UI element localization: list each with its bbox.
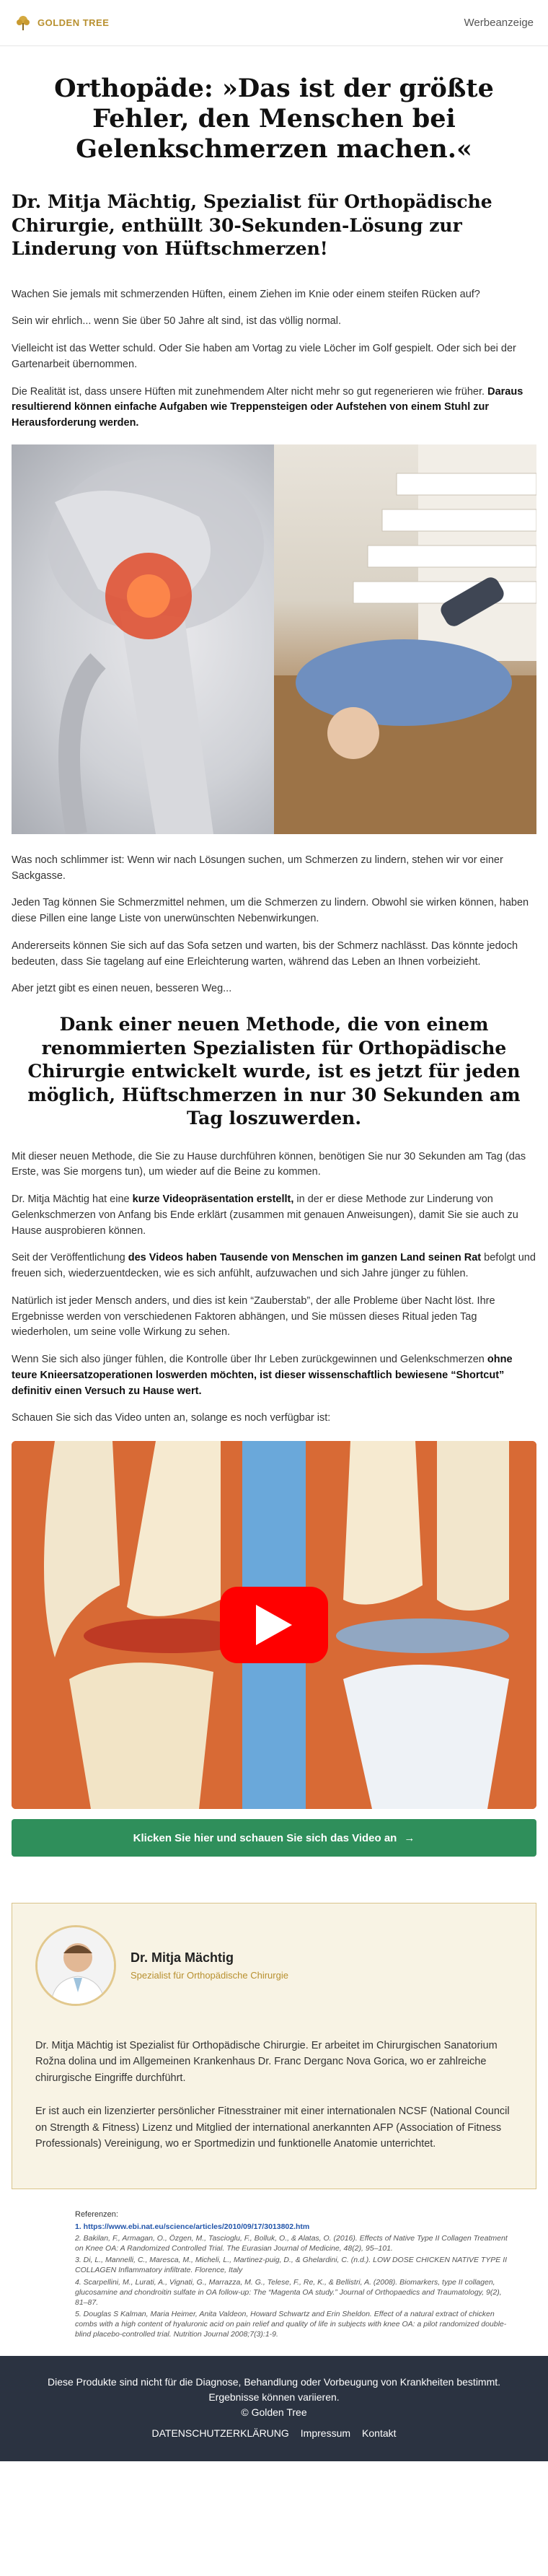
page-title: Orthopäde: »Das ist der größte Fehler, den Menschen bei Gelenkschmerzen machen.« [54,74,494,164]
author-meta [131,1950,288,1981]
ad-label: Werbeanzeige [464,17,534,29]
paragraph-text: befolgt und freuen sich, wiederzuentdecken, wie es sich anfühlt, aufzuwachen und sich Jahre jünger zu fühlen. [12,1252,536,1279]
site-footer [0,2356,548,2461]
reference-item [75,2309,508,2340]
paragraph-bold: des Videos haben Tausende von Menschen im ganzen Land seinen Rat [128,1252,482,1264]
paragraph-bold: kurze Videopräsentation erstellt, [132,1193,294,1205]
stairs-fall-icon [274,444,536,834]
paragraph: Wachen Sie jemals mit schmerzenden Hüften, einem Ziehen im Knie oder einem steifen Rücken auf? [12,288,480,300]
brand-logo[interactable] [14,14,109,32]
paragraph-bold: ohne teure Knieersatzoperationen loswerden möchten, ist dieser wissenschaftlich bewiesene “Shortcut” definitiv einen Versuch zu Hause wert. [12,1354,513,1397]
paragraph: Natürlich ist jeder Mensch anders, und dies ist kein “Zauberstab”, der alle Probleme über Nacht löst. Ihre Ergebnisse werden von verschiedenen Faktoren abhängen, und Sie müssen dieses Ritual jeden Tag wiederholen, um seine volle Wirkung zu sehen. [12,1294,495,1339]
paragraph-text: Dr. Mitja Mächtig hat eine [12,1193,130,1205]
author-bio: Er ist auch ein lizenzierter persönlicher Fitnesstrainer mit einer internationalen NCSF (National Council on Strength & Fitness) Lizenz und Mitglied der international anerkannten AFP (Association of Fitness Professionals) Vereinigung, wo er Sportmedizin und funktionelle Anatomie unterrichtet. [35,2106,510,2150]
brand-name: GOLDEN TREE [37,17,110,28]
reference-item [75,2277,508,2308]
references [12,2209,536,2356]
author-header [35,1925,513,2006]
paragraph [12,1352,536,1399]
paragraph-text: Wenn Sie sich also jünger fühlen, die Kontrolle über Ihr Leben zurückgewinnen und Gelenkschmerzen [12,1354,485,1365]
footer-link-privacy[interactable]: DATENSCHUTZERKLÄRUNG [151,2427,289,2439]
paragraph-text: Seit der Veröffentlichung [12,1252,125,1264]
play-button[interactable] [220,1587,328,1663]
paragraph: Was noch schlimmer ist: Wenn wir nach Lösungen suchen, um Schmerzen zu lindern, stehen wir vor einer Sackgasse. [12,854,503,882]
reference-text: 5. Douglas S Kalman, Maria Heimer, Anita Valdeon, Howard Schwartz and Erin Sheldon. Effect of a natural extract of chicken combs with a high content of hyaluronic acid on pain relief and quality of life in subjects with knee OA: a pilot randomized double-blind placebo-controlled trial. Nutrition Journal 2008;7(3):1-9. [75,2310,507,2339]
paragraph: Sein wir ehrlich... wenn Sie über 50 Jahre alt sind, ist das völlig normal. [12,315,341,328]
paragraph: Vielleicht ist das Wetter schuld. Oder Sie haben am Vortag zu viele Löcher im Golf gespielt. Oder sich bei der Gartenarbeit übernommen. [12,343,516,370]
reference-text: 3. Di, L., Mannelli, C., Maresca, M., Micheli, L., Martinez-puig, D., & Ghelardini, C. (n.d.). LOW DOSE CHICKEN NATIVE TYPE II COLLAGEN Inflammatory infiltrate. Florence, Italy [75,2256,508,2275]
footer-disclaimer: Diese Produkte sind nicht für die Diagnose, Behandlung oder Vorbeugung von Krankheiten bestimmt. Ergebnisse können variieren. [47,2375,501,2403]
author-role: Spezialist für Orthopädische Chirurgie [131,1970,288,1981]
paragraph-text: Die Realität ist, dass unsere Hüften mit zunehmendem Alter nicht mehr so gut regenerieren wie früher. [12,385,485,398]
hero-image [12,444,536,834]
watch-video-button[interactable] [12,1819,536,1857]
paragraph: Mit dieser neuen Methode, die Sie zu Hause durchführen können, benötigen Sie nur 30 Sekunden am Tag (das Erste, was Sie morgens tun), um wieder auf die Beine zu kommen. [12,1150,526,1178]
cta-label: Klicken Sie hier und schauen Sie sich das Video an [133,1831,397,1844]
avatar [35,1925,116,2006]
paragraph: Jeden Tag können Sie Schmerzmittel nehmen, um die Schmerzen zu lindern. Obwohl sie wirken können, haben diese Pillen eine lange Liste von unerwünschten Nebenwirkungen. [12,897,529,924]
article [0,74,548,2356]
footer-copyright: © Golden Tree [241,2406,307,2418]
paragraph-bold: Daraus resultierend können einfache Aufgaben wie Treppensteigen oder Aufstehen von einem Stuhl zur Herausforderung werden. [12,385,523,429]
reference-text: 2. Bakilan, F., Armagan, O., Özgen, M., Tascioglu, F., Bolluk, O., & Alatas, O. (2016). Effects of Native Type II Collagen Treatment on Knee OA: A Randomized Controlled Trial. The Eurasian Journal of Medicine, 48(2), 95–101. [75,2233,508,2253]
author-box [12,1903,536,2189]
hip-joint-illustration [12,444,274,834]
paragraph [12,1192,536,1239]
paragraph [12,1250,536,1282]
reference-link[interactable]: 1. https://www.ebi.nat.eu/science/articles/2010/09/17/3013802.htm [75,2222,310,2231]
paragraph: Andererseits können Sie sich auf das Sofa setzen und warten, bis der Schmerz nachlässt. Das könnte jedoch bedeuten, dass Sie tagelang auf eine Erleichterung warten, während das Leben an Ihnen vorbeizieht. [12,939,518,968]
references-title: Referenzen: [75,2209,118,2219]
article-subtitle: Dr. Mitja Mächtig, Spezialist für Orthopädische Chirurgie, enthüllt 30-Sekunden-Lösung zur Linderung von Hüftschmerzen! [12,191,492,259]
footer-link-imprint[interactable]: Impressum [300,2427,351,2439]
hip-joint-icon [12,444,274,834]
paragraph-text: in der er diese Methode zur Linderung von Gelenkschmerzen von Anfang bis Ende erklärt (zusammen mit genauen Anweisungen), damit Sie sie auch zu Hause ausprobieren können. [12,1193,518,1237]
tree-icon [14,14,32,32]
fallen-man-photo [274,444,536,834]
video-thumbnail[interactable] [12,1441,536,1809]
author-bio: Dr. Mitja Mächtig ist Spezialist für Orthopädische Chirurgie. Er arbeitet im Chirurgischen Sanatorium Rožna dolina und im Allgemeinen Krankenhaus Dr. Franc Derganc Nova Gorica, wo er zahlreiche chirurgische Eingriffe durchführt. [35,2040,498,2084]
footer-links [29,2426,519,2441]
reference-item [75,2233,508,2253]
author-name: Dr. Mitja Mächtig [131,1950,234,1965]
site-header [0,0,548,46]
doctor-portrait-icon [37,1927,116,2006]
paragraph [12,385,536,431]
reference-item [75,2255,508,2275]
reference-text: 4. Scarpellini, M., Lurati, A., Vignati, G., Marrazza, M. G., Telese, F., Re, K., & Bellistri, A. (2008). Biomarkers, type II collagen, glucosamine and chondroitin sulfate in OA follow-up: The “Magenta OA study.” Journal of Orthopaedics and Traumatology, 9(2), 81–87. [75,2277,502,2307]
paragraph: Schauen Sie sich das Video unten an, solange es noch verfügbar ist: [12,1412,331,1424]
play-icon [256,1605,292,1645]
section-headline: Dank einer neuen Methode, die von einem renommierten Spezialisten für Orthopädische Chirurgie entwickelt wurde, ist es jetzt für jeden möglich, Hüftschmerzen in nur 30 Sekunden am Tag loszuwerden. [27,1014,521,1129]
footer-link-contact[interactable]: Kontakt [362,2427,397,2439]
paragraph: Aber jetzt gibt es einen neuen, besseren Weg... [12,983,232,995]
arrow-right-icon: → [404,1831,415,1844]
